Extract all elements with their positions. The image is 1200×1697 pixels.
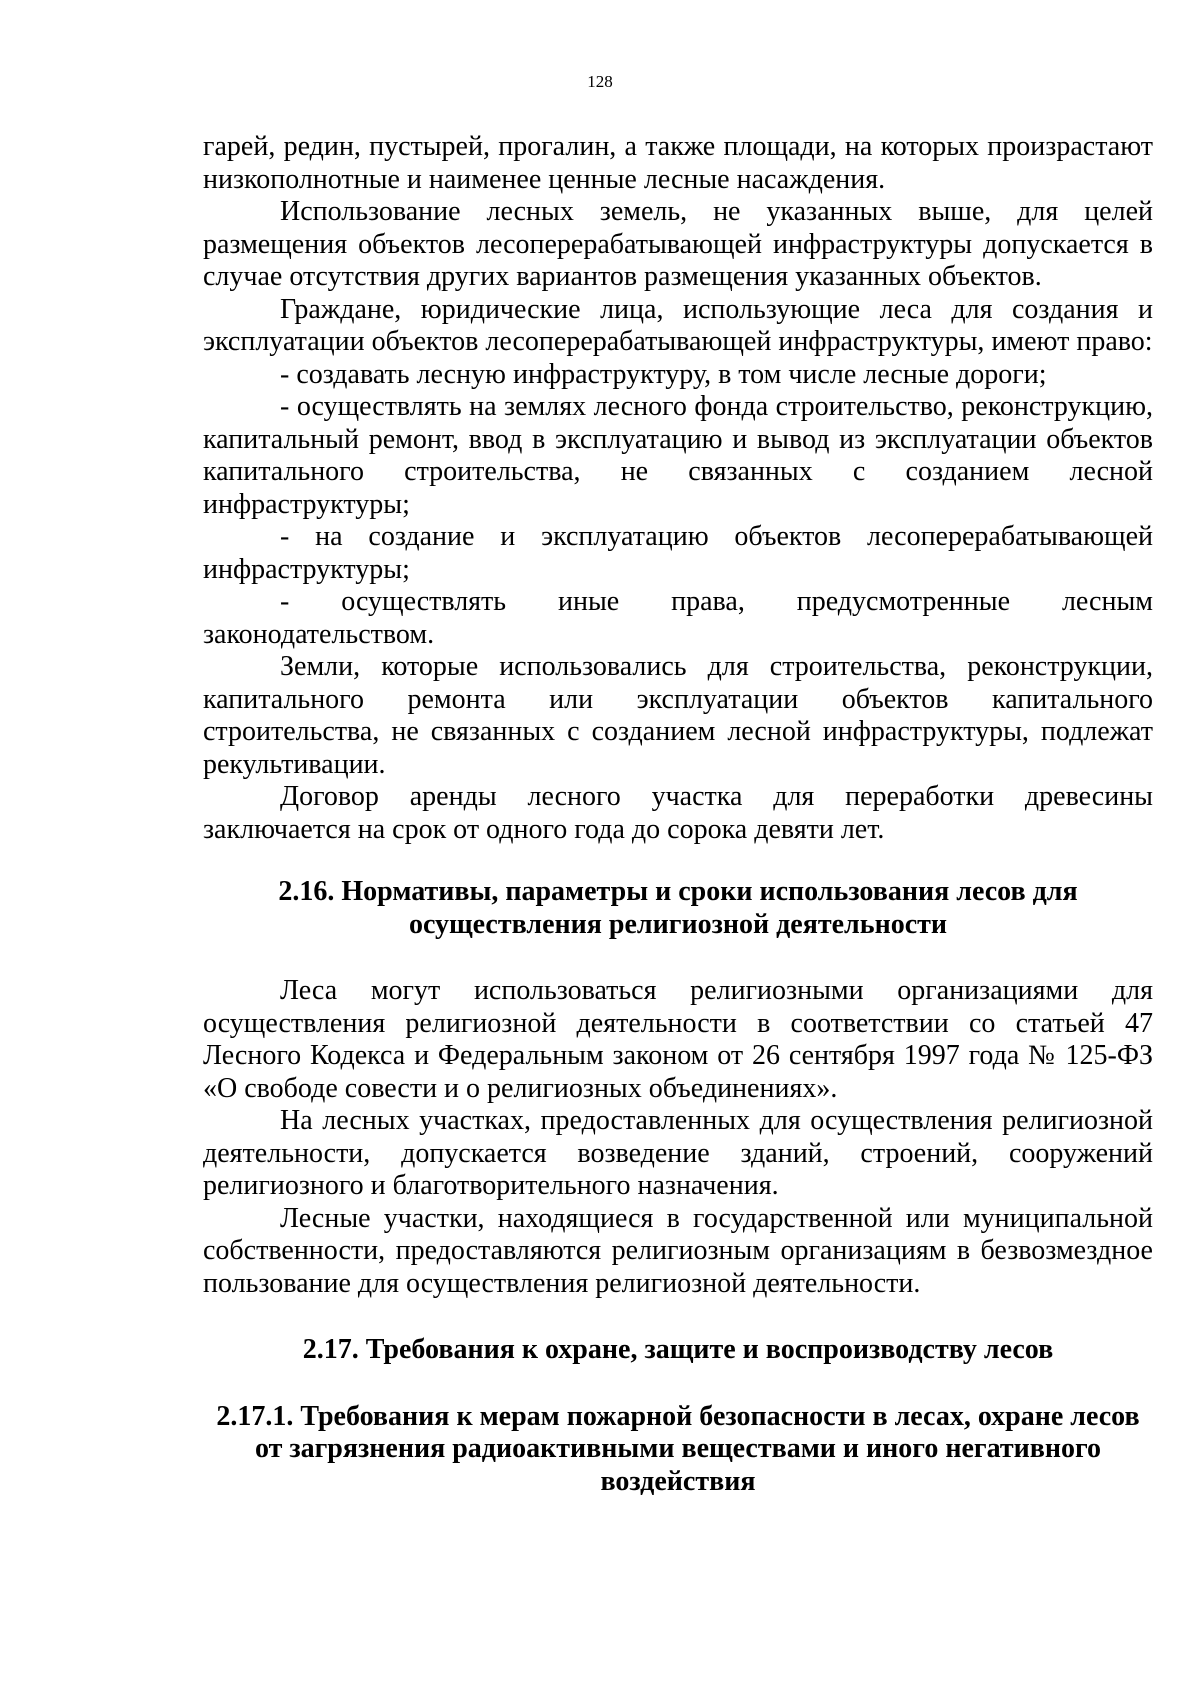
paragraph-rights-intro: Граждане, юридические лица, использующие леса для создания и эксплуатации объектов лесоперерабатывающей инфраструктуры, имеют право: <box>203 293 1153 357</box>
paragraph-religious-plots: Лесные участки, находящиеся в государственной или муниципальной собственности, предоставляются религиозным организациям в безвозмездное пользование для осуществления религиозной деятельности. <box>203 1202 1153 1299</box>
section-heading-2-16: 2.16. Нормативы, параметры и сроки использования лесов для осуществления религиозной деятельности <box>278 876 1078 940</box>
list-item-other-rights: - осуществлять иные права, предусмотренные лесным законодательством. <box>203 586 1153 650</box>
list-item-processing: - на создание и эксплуатацию объектов лесоперерабатывающей инфраструктуры; <box>203 521 1153 585</box>
paragraph-religious-use: Леса могут использоваться религиозными организациями для осуществления религиозной деятельности в соответствии со статьей 47 Лесного Кодекса и Федеральным законом от 26 сентября 1997 года № 125-ФЗ «О свободе совести и о религиозных объединениях». <box>203 975 1153 1104</box>
list-item-construction: - осуществлять на землях лесного фонда строительство, реконструкцию, капитальный ремонт, ввод в эксплуатацию и вывод из эксплуатации объектов капитального строительства, не связанных с созданием лесной инфраструктуры; <box>203 391 1153 520</box>
section-heading-2-17: 2.17. Требования к охране, защите и воспроизводству лесов <box>302 1334 1054 1365</box>
paragraph-continuation: гарей, редин, пустырей, прогалин, а также площади, на которых произрастают низкополнотные и наименее ценные лесные насаждения. <box>203 131 1153 195</box>
paragraph-lease-term: Договор аренды лесного участка для переработки древесины заключается на срок от одного года до сорока девяти лет. <box>203 781 1153 845</box>
paragraph-recultivation: Земли, которые использовались для строительства, реконструкции, капитального ремонта или эксплуатации объектов капитального строительства, не связанных с созданием лесной инфраструктуры, подлежат рекультивации. <box>203 651 1153 780</box>
list-item-infrastructure: - создавать лесную инфраструктуру, в том числе лесные дороги; <box>280 358 1047 390</box>
section-heading-2-17-1: 2.17.1. Требования к мерам пожарной безопасности в лесах, охране лесов от загрязнения радиоактивными веществами и иного негативного воздействия <box>216 1400 1140 1497</box>
page-body <box>203 131 1153 1498</box>
paragraph-land-use: Использование лесных земель, не указанных выше, для целей размещения объектов лесоперерабатывающей инфраструктуры допускается в случае отсутствия других вариантов размещения указанных объектов. <box>203 196 1153 292</box>
paragraph-religious-buildings: На лесных участках, предоставленных для осуществления религиозной деятельности, допускается возведение зданий, строений, сооружений религиозного и благотворительного назначения. <box>203 1105 1153 1201</box>
page-number: 128 <box>587 72 613 91</box>
